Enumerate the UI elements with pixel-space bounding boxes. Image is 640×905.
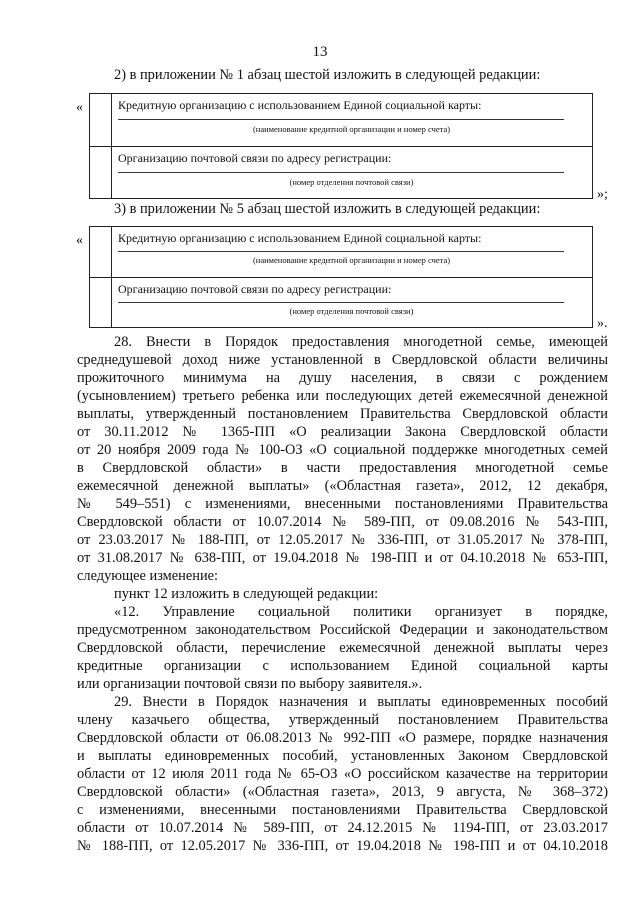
- form-row-credit: [90, 94, 592, 146]
- page-number: 13: [312, 44, 328, 60]
- paragraph-line: прожиточного минимума на душу населения, в связи с рождением: [77, 370, 608, 386]
- form-row-post: [90, 146, 592, 198]
- paragraph-line: 29. Внести в Порядок назначения и выплаты единовременных пособий: [114, 694, 608, 710]
- form-row-label: Организацию почтовой связи по адресу регистрации:: [118, 282, 392, 296]
- paragraph-line: с изменениями, внесенными постановлениями Правительства Свердловской: [77, 802, 608, 818]
- paragraph-line: от 20 ноября 2009 года № 100-ОЗ «О социальной поддержке многодетных семей: [77, 442, 608, 458]
- form-row-caption: (наименование кредитной организации и номер счета): [252, 255, 451, 265]
- paragraph-line: 28. Внести в Порядок предоставления многодетной семье, имеющей: [114, 334, 608, 350]
- form-row-label: Кредитную организацию с использованием Единой социальной карты:: [118, 98, 482, 112]
- paragraph-line: (усыновлением) третьего ребенка или последующих детей ежемесячной денежной: [77, 388, 608, 404]
- quote-line: кредитные организации с использованием Единой социальной карты: [77, 658, 608, 674]
- paragraph-line: Свердловской области от 10.07.2014 № 589-ПП, от 09.08.2016 № 543-ПП,: [77, 514, 608, 530]
- paragraph-line: от 30.11.2012 № 1365-ПП «О реализации Закона Свердловской области: [77, 424, 608, 440]
- quote-line: предусмотренном законодательством Российской Федерации и законодательством: [77, 622, 608, 638]
- form-row-caption: (наименование кредитной организации и номер счета): [252, 124, 451, 134]
- section-2-close-quote: »;: [597, 187, 608, 202]
- section-2-heading: 2) в приложении № 1 абзац шестой изложить в следующей редакции:: [114, 67, 541, 83]
- paragraph-line: № 549–551) с изменениями, внесенными постановлениями Правительства: [77, 496, 608, 512]
- section-2-open-quote: «: [76, 100, 83, 115]
- paragraph-line: области от 10.07.2014 № 589-ПП, от 24.12.2015 № 1194-ПП, от 23.03.2017: [77, 820, 608, 836]
- quote-line: «12. Управление социальной политики организует в порядке,: [114, 604, 608, 620]
- paragraph-line: выплаты, утвержденный постановлением Правительства Свердловской области: [77, 406, 608, 422]
- section-3-open-quote: «: [76, 233, 83, 248]
- section-3-heading: 3) в приложении № 5 абзац шестой изложить в следующей редакции:: [114, 201, 541, 217]
- paragraph-line: ежемесячной денежной выплаты» («Областная газета», 2012, 12 декабря,: [77, 478, 608, 494]
- form-row-caption: (номер отделения почтовой связи): [289, 306, 414, 316]
- paragraph-line: от 31.08.2017 № 638-ПП, от 19.04.2018 № 198-ПП и от 04.10.2018 № 653-ПП,: [77, 550, 608, 566]
- paragraph-line: от 23.03.2017 № 188-ПП, от 12.05.2017 № 336-ПП, от 31.05.2017 № 378-ПП,: [77, 532, 608, 548]
- form-row-label: Организацию почтовой связи по адресу регистрации:: [118, 151, 392, 165]
- item-intro: пункт 12 изложить в следующей редакции:: [114, 586, 379, 602]
- paragraph-line: Свердловской области» («Областная газета», 2013, 9 августа, № 368–372): [77, 784, 608, 800]
- paragraph-line: среднедушевой доход ниже установленной в Свердловской области величины: [77, 352, 608, 368]
- quote-line: или организации почтовой связи по выбору заявителя.».: [77, 676, 423, 692]
- paragraph-line: следующее изменение:: [77, 568, 219, 584]
- quote-line: Свердловской области, перечисление ежемесячной денежной выплаты через: [77, 640, 608, 656]
- section-3-form-table: [89, 226, 593, 328]
- paragraph-line: и выплаты единовременных пособий, установленных Законом Свердловской: [77, 748, 608, 764]
- paragraph-line: Свердловской области от 06.08.2013 № 992-ПП «О размере, порядке назначения: [77, 730, 608, 746]
- paragraph-line: области от 12 июля 2011 года № 65-ОЗ «О российском казачестве на территории: [77, 766, 608, 782]
- form-row-post: [90, 277, 592, 327]
- paragraph-line: члену казачьего общества, утвержденный постановлением Правительства: [77, 712, 608, 728]
- paragraph-line: № 188-ПП, от 12.05.2017 № 336-ПП, от 19.04.2018 № 198-ПП и от 04.10.2018: [77, 838, 608, 854]
- section-2-form-table: [89, 93, 593, 199]
- paragraph-line: в Свердловской области» в части предоставления многодетной семье: [77, 460, 608, 476]
- form-row-label: Кредитную организацию с использованием Единой социальной карты:: [118, 231, 482, 245]
- form-row-caption: (номер отделения почтовой связи): [289, 177, 414, 187]
- form-row-credit: [90, 227, 592, 277]
- section-3-close-quote: ».: [597, 316, 608, 331]
